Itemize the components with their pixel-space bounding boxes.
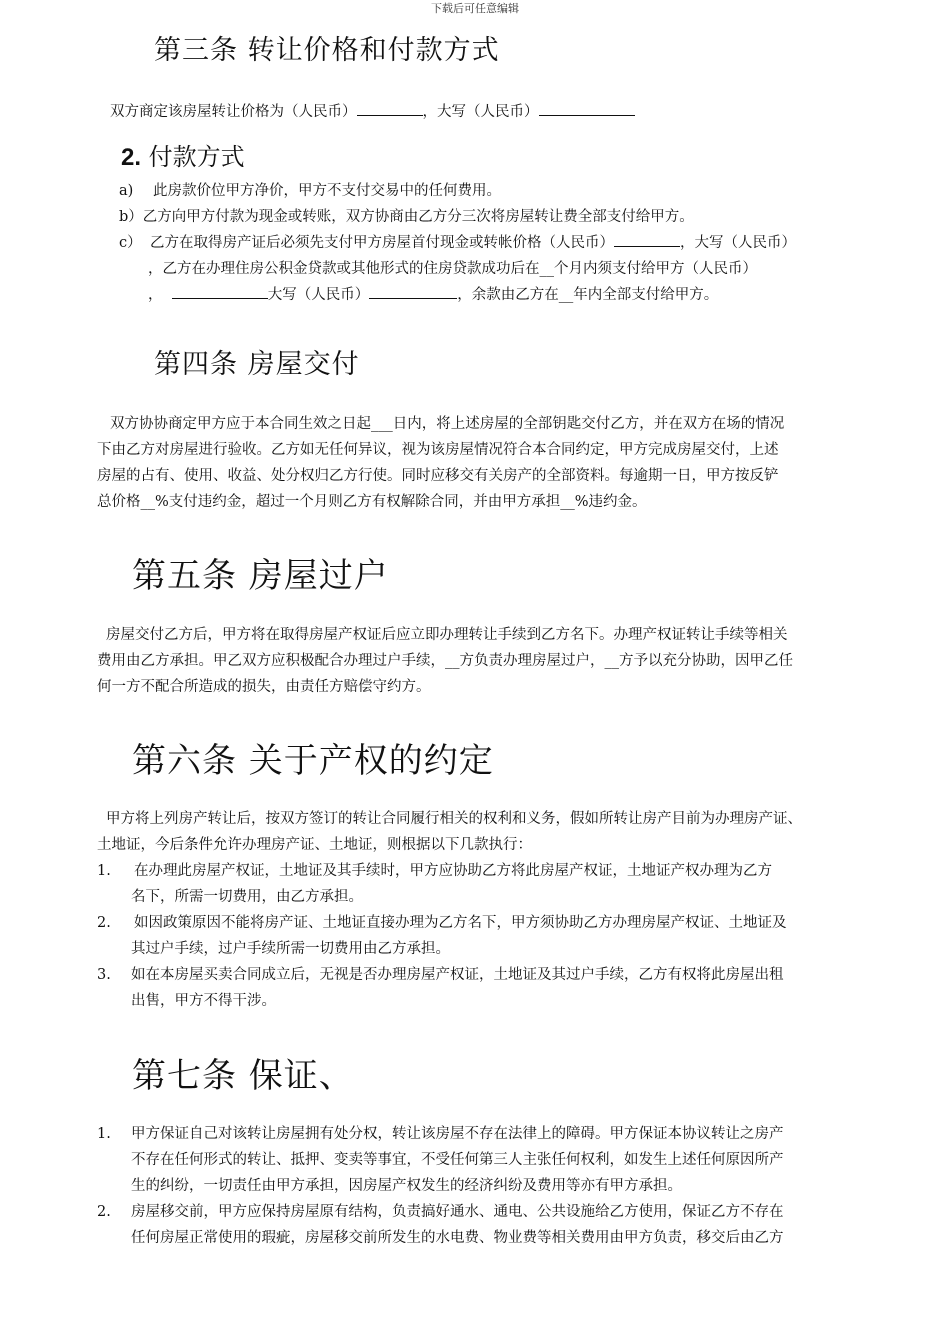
article-4-line-3: 房屋的占有、使用、收益、处分权归乙方行使。同时应移交有关房产的全部资料。每逾期一日，甲方按反铲 [97,468,779,484]
list-item-line: 出售，甲方不得干涉。 [131,993,276,1009]
payment-heading [121,137,245,172]
payment-item-c-line2: ，乙方在办理住房公积金贷款或其他形式的住房贷款成功后在__个月内须支付给甲方（人民币） [148,261,757,277]
header-note: 下载后可任意编辑 [431,2,519,15]
loan-payment-blank[interactable] [172,284,268,299]
list-item-number: 2. [97,1204,111,1220]
loan-payment-words-blank[interactable] [369,284,457,299]
c-line3-text-b: 大写（人民币） [267,287,370,303]
article-6-line-1: 甲方将上列房产转让后，按双方签订的转让合同履行相关的权利和义务，假如所转让房产目前为办理房产证、 [106,811,802,827]
article-5-line-3: 何一方不配合所造成的损失，由责任方赔偿守约方。 [97,679,431,695]
payment-item-a: 此房款价位甲方净价，甲方不支付交易中的任何费用。 [153,183,501,199]
price-line [110,99,635,125]
list-item-number: 1. [97,1126,111,1142]
list-item-line: 房屋移交前，甲方应保持房屋原有结构，负责搞好通水、通电、公共设施给乙方使用，保证乙方不存在 [131,1204,784,1220]
list-item-number: 2. [97,915,111,931]
list-item-line: 不存在任何形式的转让、抵押、变卖等事宜，不受任何第三人主张任何权利，如发生上述任何原因所产 [131,1152,784,1168]
article-5-title: 第五条 房屋过户 [132,556,389,596]
price-words-blank[interactable] [539,101,635,116]
list-item-line: 名下，所需一切费用，由乙方承担。 [131,889,363,905]
list-item-line: 其过户手续，过户手续所需一切费用由乙方承担。 [131,941,450,957]
price-blank[interactable] [357,101,423,116]
article-6-line-2: 土地证，今后条件允许办理房产证、土地证，则根据以下几款执行： [97,837,532,853]
first-payment-blank[interactable] [614,232,680,247]
price-text-a: 双方商定该房屋转让价格为（人民币） [110,104,357,120]
payment-item-a-label: a) [119,183,134,199]
payment-item-b: b）乙方向甲方付款为现金或转账，双方协商由乙方分三次将房屋转让费全部支付给甲方。 [119,209,694,225]
c-line3-text-c: ，余款由乙方在__年内全部支付给甲方。 [457,287,719,303]
article-7-title: 第七条 保证、 [132,1056,354,1096]
article-4-line-2: 下由乙方对房屋进行验收。乙方如无任何异议，视为该房屋情况符合本合同约定，甲方完成房屋交付，上述 [97,442,779,458]
list-item-line: 如因政策原因不能将房产证、土地证直接办理为乙方名下，甲方须协助乙方办理房屋产权证、土地证及 [134,915,787,931]
payment-item-c-line3 [148,282,718,308]
price-text-b: ，大写（人民币） [422,104,539,120]
payment-item-c-line1 [150,230,796,256]
c-line3-text-a: ， [148,287,163,303]
c-line1-text-b: ，大写（人民币） [680,235,796,251]
payment-heading-text: 付款方式 [148,143,245,171]
article-4-line-1: 双方协协商定甲方应于本合同生效之日起___日内，将上述房屋的全部钥匙交付乙方，并在双方在场的情况 [110,416,785,432]
list-item-line: 如在本房屋买卖合同成立后，无视是否办理房屋产权证，土地证及其过户手续，乙方有权将此房屋出租 [131,967,784,983]
payment-heading-number: 2. [121,144,142,171]
list-item-number: 3. [97,967,111,983]
article-3-title: 第三条 转让价格和付款方式 [154,35,500,66]
list-item-line: 甲方保证自己对该转让房屋拥有处分权，转让该房屋不存在法律上的障碍。甲方保证本协议转让之房产 [131,1126,784,1142]
c-line1-text-a: 乙方在取得房产证后必须先支付甲方房屋首付现金或转帐价格（人民币） [150,235,614,251]
article-5-line-1: 房屋交付乙方后，甲方将在取得房屋产权证后应立即办理转让手续到乙方名下。办理产权证转让手续等相关 [106,627,788,643]
article-4-title: 第四条 房屋交付 [154,349,360,380]
list-item-line: 在办理此房屋产权证，土地证及其手续时，甲方应协助乙方将此房屋产权证，土地证产权办理为乙方 [134,863,772,879]
article-5-line-2: 费用由乙方承担。甲乙双方应积极配合办理过户手续，__方负责办理房屋过户，__方予以充分协助，因甲乙任 [97,653,793,669]
article-6-title: 第六条 关于产权的约定 [132,741,494,781]
list-item-number: 1. [97,863,111,879]
payment-item-c-label: c） [119,235,142,251]
article-4-line-4: 总价格__%支付违约金，超过一个月则乙方有权解除合同，并由甲方承担__%违约金。 [97,494,647,510]
list-item-line: 任何房屋正常使用的瑕疵，房屋移交前所发生的水电费、物业费等相关费用由甲方负责，移交后由乙方 [131,1230,784,1246]
list-item-line: 生的纠纷，一切责任由甲方承担，因房屋产权发生的经济纠纷及费用等亦有甲方承担。 [131,1178,682,1194]
